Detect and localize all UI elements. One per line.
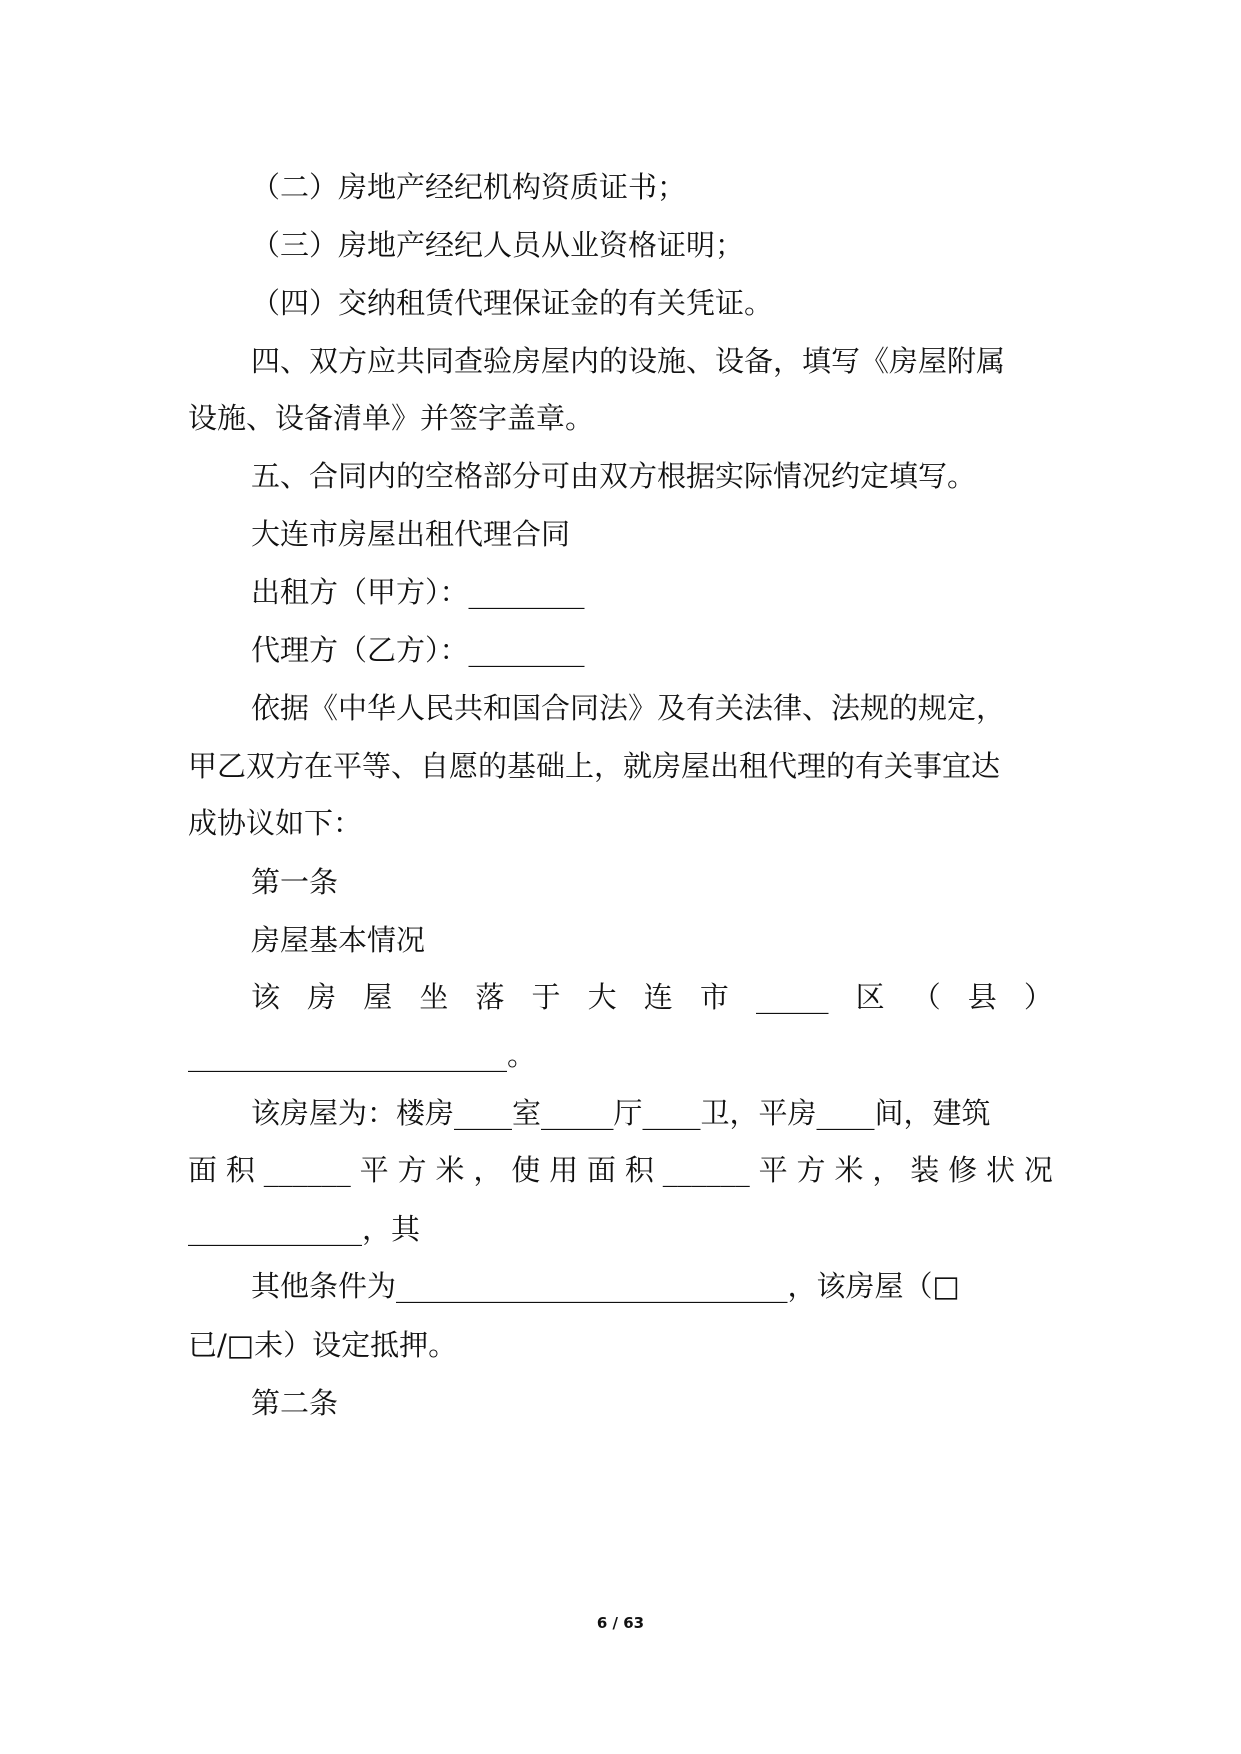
decoration-blank-line: ____________，其	[188, 1212, 421, 1246]
article-one-subheading: 房屋基本情况	[251, 923, 426, 957]
l18-token: 用	[549, 1153, 579, 1187]
party-b-line: 代理方（乙方）：________	[251, 633, 585, 667]
l18-token: ______	[263, 1153, 351, 1187]
l15-token: （	[911, 980, 941, 1014]
l18-token: 积	[624, 1153, 654, 1187]
l15-token: 大	[587, 980, 617, 1014]
l18-token: 方	[796, 1153, 826, 1187]
l15-token: 坐	[419, 980, 449, 1014]
text-line-certificate-staff: （三）房地产经纪人员从业资格证明；	[251, 228, 745, 262]
l15-token: 该	[251, 980, 281, 1014]
l15-token: 县	[967, 980, 997, 1014]
l18-token: ，	[473, 1153, 503, 1187]
text-line-basis-3: 成协议如下：	[188, 806, 363, 840]
l18-token: 使	[511, 1153, 541, 1187]
text-line-inspection-1: 四、双方应共同查验房屋内的设施、设备，填写《房屋附属	[251, 344, 1006, 378]
text-line-deposit-receipt: （四）交纳租赁代理保证金的有关凭证。	[251, 286, 774, 320]
l18-token: 积	[225, 1153, 255, 1187]
l15-token: _____	[755, 980, 829, 1014]
text-line-certificate-agency: （二）房地产经纪机构资质证书；	[251, 170, 687, 204]
l18-token: 平	[359, 1153, 389, 1187]
l18-token: ______	[662, 1153, 750, 1187]
other-conditions-line: 其他条件为___________________________，该房屋（□	[251, 1269, 960, 1303]
area-line	[188, 1150, 1053, 1190]
l18-token: 装	[910, 1153, 940, 1187]
l18-token: 平	[758, 1153, 788, 1187]
article-two-heading: 第二条	[251, 1386, 339, 1420]
l18-token: 米	[834, 1153, 864, 1187]
l18-token: 修	[948, 1153, 978, 1187]
page-number: 6 / 63	[596, 1614, 645, 1632]
mortgage-line: 已/□未）设定抵押。	[188, 1328, 458, 1362]
l15-token: 屋	[363, 980, 393, 1014]
l18-token: 米	[435, 1153, 465, 1187]
l18-token: 状	[986, 1153, 1016, 1187]
location-blank-line: ______________________。	[188, 1038, 537, 1072]
text-line-blanks-note: 五、合同内的空格部分可由双方根据实际情况约定填写。	[251, 459, 977, 493]
article-one-heading: 第一条	[251, 865, 339, 899]
l15-token: 连	[643, 980, 673, 1014]
l15-token: 落	[475, 980, 505, 1014]
l18-token: ，	[872, 1153, 902, 1187]
l15-token: 市	[699, 980, 729, 1014]
house-type-line: 该房屋为：楼房____室_____厅____卫，平房____间，建筑	[251, 1096, 991, 1130]
text-line-inspection-2: 设施、设备清单》并签字盖章。	[188, 401, 595, 435]
l15-token: 于	[531, 980, 561, 1014]
l15-token: 房	[307, 980, 337, 1014]
l15-token: ）	[1023, 980, 1053, 1014]
l18-token: 面	[188, 1153, 218, 1187]
location-line	[188, 977, 1053, 1017]
l18-token: 方	[397, 1153, 427, 1187]
text-line-basis-2: 甲乙双方在平等、自愿的基础上，就房屋出租代理的有关事宜达	[188, 749, 1001, 783]
contract-title: 大连市房屋出租代理合同	[251, 517, 571, 551]
party-a-line: 出租方（甲方）：________	[251, 575, 585, 609]
text-line-basis-1: 依据《中华人民共和国合同法》及有关法律、法规的规定，	[251, 691, 1006, 725]
l15-token: 区	[855, 980, 885, 1014]
l18-token: 面	[587, 1153, 617, 1187]
l18-token: 况	[1023, 1153, 1053, 1187]
